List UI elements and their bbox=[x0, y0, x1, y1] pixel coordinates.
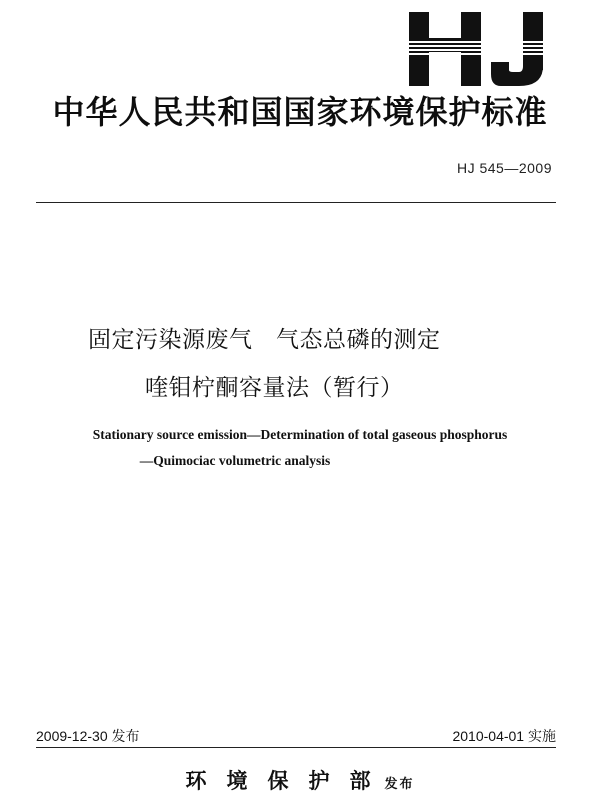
bottom-divider bbox=[36, 747, 556, 748]
standard-number: HJ 545—2009 bbox=[456, 160, 552, 176]
top-divider bbox=[36, 202, 556, 203]
issuer-name: 环境保护部 bbox=[185, 768, 391, 793]
issuer-suffix: 发布 bbox=[384, 777, 415, 792]
title-chinese-line-2: 喹钼柠酮容量法（暂行） bbox=[145, 375, 404, 401]
hj-logo bbox=[405, 8, 555, 90]
agency-header: 中华人民共和国国家环境保护标准 bbox=[52, 93, 548, 131]
title-english-line-2: —Quimociac volumetric analysis bbox=[139, 453, 331, 468]
title-chinese-line-1: 固定污染源废气 气态总磷的测定 bbox=[88, 327, 441, 353]
title-english-line-1: Stationary source emission—Determination of total gaseous phosphorus bbox=[92, 427, 508, 442]
issue-date: 2009-12-30 发布 bbox=[36, 728, 140, 744]
implementation-date: 2010-04-01 实施 bbox=[452, 728, 556, 744]
issuer bbox=[0, 768, 600, 798]
